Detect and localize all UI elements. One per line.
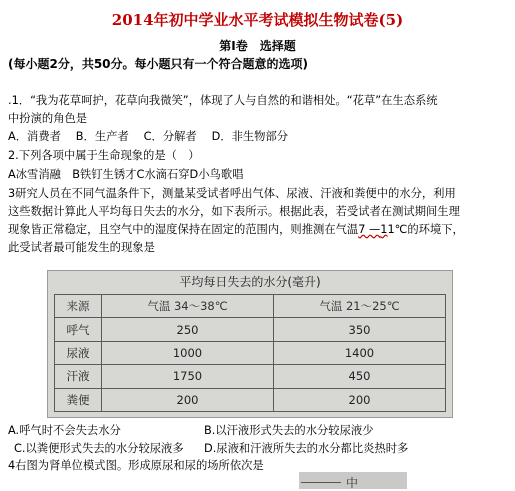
row-label: 汗液 xyxy=(55,365,102,388)
row-hot-value: 250 xyxy=(102,318,274,341)
row-label: 尿液 xyxy=(55,341,102,364)
q3-option-c: C.以粪便形式失去的水分较尿液多 xyxy=(14,442,184,455)
row-hot-value: 1750 xyxy=(102,365,274,388)
row-mild-value: 1400 xyxy=(274,341,446,364)
q1-stem-line2: 中扮演的角色是 xyxy=(8,112,88,125)
figure-glyph: 中 xyxy=(346,476,359,490)
q3-option-d: D.尿液和汗液所失去的水分都比炎热时多 xyxy=(204,442,409,455)
row-mild-value: 450 xyxy=(274,365,446,388)
row-label: 粪便 xyxy=(55,388,102,411)
q4-stem: 4右图为肾单位模式图。形成原尿和尿的场所依次是 xyxy=(8,459,264,472)
water-loss-table xyxy=(54,294,446,412)
section-instructions: (每小题2分，共50分。每小题只有一个符合题意的选项) xyxy=(8,57,309,71)
table-header-row xyxy=(55,295,446,318)
table-row xyxy=(55,388,446,411)
table-title: 平均每日失去的水分(毫升) xyxy=(179,275,321,289)
section-heading: 第Ⅰ卷 选择题 xyxy=(219,39,296,53)
table-row xyxy=(55,341,446,364)
q3-line1: 3研究人员在不同气温条件下，测量某受试者呼出气体、尿液、汗液和粪便中的水分，利用 xyxy=(8,187,456,200)
q3-line3-end: 1℃的环境下， xyxy=(387,223,464,236)
q2-options: A冰雪消融 B铁钉生锈才C水滴石穿D小鸟歌唱 xyxy=(8,168,244,181)
q3-line4: 此受试者最可能发生的现象是 xyxy=(8,241,155,254)
table-row xyxy=(55,318,446,341)
row-mild-value: 200 xyxy=(274,388,446,411)
row-label: 呼气 xyxy=(55,318,102,341)
q3-option-a: A.呼气时不会失去水分 xyxy=(8,424,121,437)
water-loss-table-image xyxy=(47,270,453,418)
exam-title: 2014年初中学业水平考试模拟生物试卷(5) xyxy=(111,11,404,29)
q2-stem: 2.下列各项中属于生命现象的是（ ） xyxy=(8,149,200,162)
row-hot-value: 1000 xyxy=(102,341,274,364)
q3-line2: 这些数据计算此人平均每日失去的水分，如下表所示。根据此表，若受试者在测试期间生理 xyxy=(8,205,460,218)
table-row xyxy=(55,365,446,388)
figure-line xyxy=(301,482,341,483)
q3-option-b: B.以汗液形式失去的水分较尿液少 xyxy=(204,424,374,437)
table-header-mild: 气温 21～25℃ xyxy=(274,295,446,318)
row-mild-value: 350 xyxy=(274,318,446,341)
q3-line3-text: 现象皆正常稳定，且空气中的湿度保持在固定的范围内，则推测在气温 xyxy=(8,223,359,236)
row-hot-value: 200 xyxy=(102,388,274,411)
q1-stem-line1: .1．“我为花草呵护，花草向我微笑”，体现了人与自然的和谐相处。“花草”在生态系统 xyxy=(8,94,438,107)
table-header-hot: 气温 34～38℃ xyxy=(102,295,274,318)
nephron-figure-image xyxy=(299,472,407,489)
q3-temp-underlined: 7 — xyxy=(358,223,381,236)
q3-temp-digit: 1 xyxy=(380,223,388,236)
table-header-source: 来源 xyxy=(55,295,102,318)
q3-line3 xyxy=(8,221,464,238)
q1-options: A．消费者 B．生产者 C．分解者 D．非生物部分 xyxy=(8,130,289,143)
